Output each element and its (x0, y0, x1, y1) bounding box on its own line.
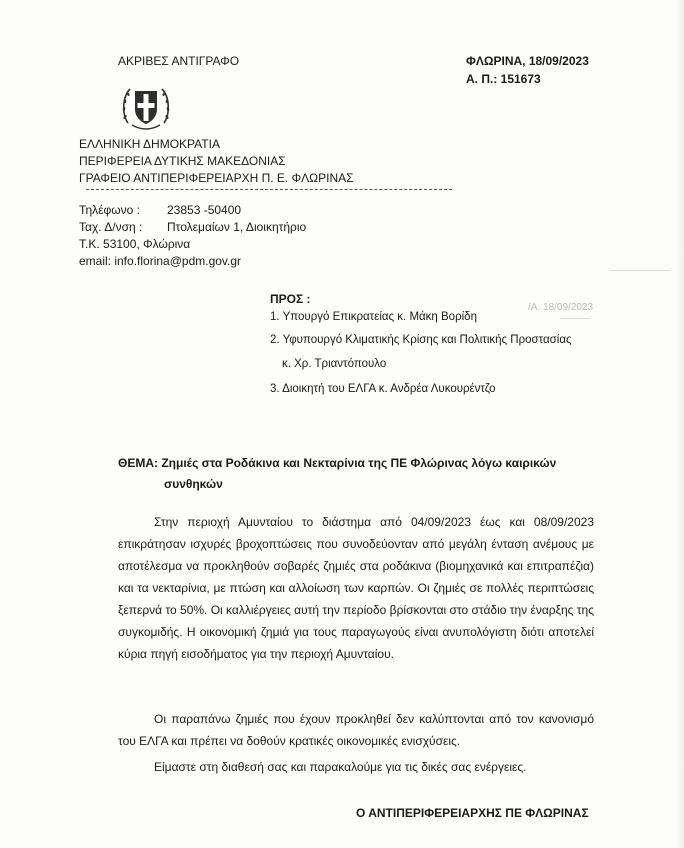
show-through-line (610, 270, 670, 271)
show-through-line (560, 318, 590, 319)
dashed-divider (86, 189, 452, 190)
phone-label: Τηλέφωνο : (79, 203, 140, 217)
address-value: Πτολεμαίων 1, Διοικητήριο (167, 220, 307, 234)
signature-title: Ο ΑΝΤΙΠΕΡΙΦΕΡΕΙΑΡΧΗΣ ΠΕ ΦΛΩΡΙΝΑΣ (356, 806, 589, 820)
body-paragraph-1: Στην περιοχή Αμυνταίου το διάστημα από 04/09/2023 έως και 08/09/2023 επικράτησαν ισχυρές βροχοπτώσεις που συνοδεύονταν από μεγάλη ένταση ανέμους με αποτέλεσμα να προκληθούν σοβαρές ζημιές στα ροδάκινα (βιομηχανικά και επιτραπέζια) και τα νεκταρίνια, με πτώση και αλλοίωση των καρπών. Οι ζημιές σε πολλές περιπτώσεις ξεπερνά το 50%. Οι καλλιέργειες αυτή την περίοδο βρίσκονται στο στάδιο την έναρξης της συγκομιδής. Η οικονομική ζημιά για τους παραγωγούς είναι ανυπολόγιστη διότι αποτελεί κύρια πηγή εισοδήματος για την περιοχή Αμυνταίου. (118, 515, 594, 661)
recipient-2-name: κ. Χρ. Τριαντόπουλο (282, 358, 387, 370)
phone-value: 23853 -50400 (167, 203, 242, 217)
certified-copy-label: ΑΚΡΙΒΕΣ ΑΝΤΙΓΡΑΦΟ (118, 54, 240, 68)
recipient-1: 1. Υπουργό Επικρατείας κ. Μάκη Βορίδη (270, 311, 477, 323)
email-address: email: info.florina@pdm.gov.gr (79, 254, 242, 268)
issuer-line-3: ΓΡΑΦΕΙΟ ΑΝΤΙΠΕΡΙΦΕΡΕΙΑΡΧΗ Π. Ε. ΦΛΩΡΙΝΑΣ (79, 171, 354, 185)
show-through-marks: /Α. 18/09/2023 (528, 302, 594, 313)
issuer-line-1: ΕΛΛΗΝΙΚΗ ΔΗΜΟΚΡΑΤΙΑ (79, 137, 220, 151)
subject-line-continued: συνθηκών (164, 477, 223, 491)
protocol-number: Α. Π.: 151673 (466, 72, 541, 86)
address-label: Ταχ. Δ/νση : (79, 220, 143, 234)
page-edge-shadow (676, 0, 684, 848)
place-date: ΦΛΩΡΙΝΑ, 18/09/2023 (466, 54, 589, 68)
postal-code: Τ.Κ. 53100, Φλώρινα (79, 237, 191, 251)
body-paragraph-2: Οι παραπάνω ζημιές που έχουν προκληθεί δεν καλύπτονται από τον κανονισμό του ΕΛΓΑ και πρέπει να δοθούν κρατικές οικονομικές ενισχύσεις. (118, 712, 594, 748)
recipient-2: 2. Υφυπουργό Κλιματικής Κρίσης και Πολιτικής Προστασίας (270, 334, 572, 346)
subject-line: ΘΕΜΑ: Ζημιές στα Ροδάκινα και Νεκταρίνια της ΠΕ Φλώρινας λόγω καιρικών (118, 456, 557, 470)
issuer-line-2: ΠΕΡΙΦΕΡΕΙΑ ΔΥΤΙΚΗΣ ΜΑΚΕΔΟΝΙΑΣ (79, 154, 286, 168)
greek-coat-of-arms-icon (118, 79, 174, 135)
recipients-label: ΠΡΟΣ : (270, 292, 311, 306)
recipient-3: 3. Διοικητή του ΕΛΓΑ κ. Ανδρέα Λυκουρέντζο (270, 383, 496, 395)
body-paragraph-3: Είμαστε στη διαθεσή σας και παρακαλούμε για τις δικές σας ενέργειες. (154, 760, 527, 774)
